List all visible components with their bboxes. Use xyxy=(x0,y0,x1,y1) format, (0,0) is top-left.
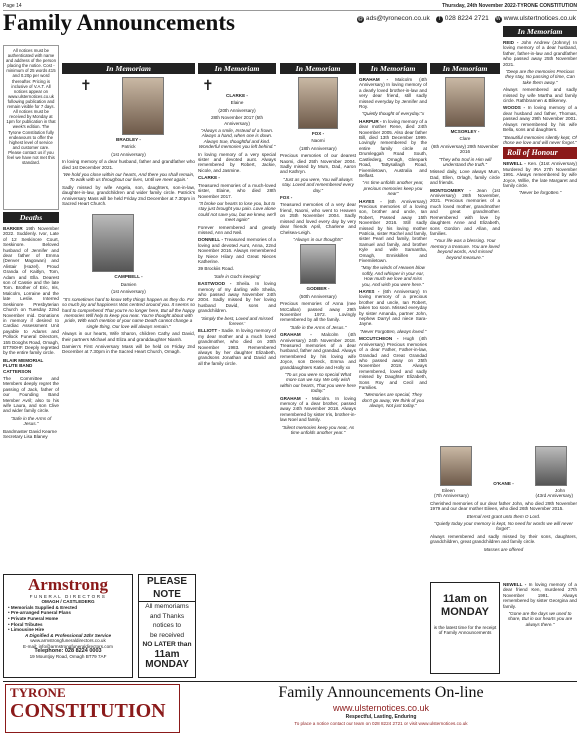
notice-text: 'Safe in God's keeping' xyxy=(213,273,261,279)
notice-text: HAYES - (6th Anniversary) In loving memory of a precious brother and uncle, Ian Robert, taken too soon. Missed everyday by sister Amanda, partner John, nephew Darryl and niece Sara-Jayne. xyxy=(359,289,427,327)
column-mcsorley: In Memoriam MCSORLEY - Clare (6th Anniversary) 29th November 2016 "They who trod in Him will understand the truth." Missed daily, Love always Mum, Dad, Ellen, Orlagh, family circle and friends. MONTGOMERY - Jean (1st Anniversary) 26th November, 2021. Precious memories of a much loved mother, grandmother and great grandmother. Remembered with love by daughters Anne and Elizabeth, sons Gordon and Allan, and families. "Your life was a blessing. Your memory a treasure. You are loved beyond words, And missed beyond measure." xyxy=(430,64,500,260)
email-icon: @ xyxy=(357,16,363,22)
newell-block xyxy=(503,582,577,678)
notice-text: Precious memories of Anna (nee McCallan) passed away 29th November 1972. Lovingly remembered by all the family. xyxy=(280,301,356,323)
notice-blair-title: BLAIR MEMORIAL FLUTE BAND CATTERSON xyxy=(3,357,44,374)
notice-text: MCCUTCHEON - Hugh (4th Anniversary) Precious memories of a dear Father, Father-in-law, Grandad and Great Grandad who passed away on 25th November 2018. Always remembered, loved and sadly missed by Daughter Elizabeth, Sons Roy and Cecil and Families. xyxy=(359,336,427,390)
notice-text: "Quietly today your memory is kept, No need for words we will never forget". xyxy=(434,521,573,532)
roll-of-honour-banner: Roll of Honour xyxy=(503,147,577,159)
notice-text: "Gone are the days we used to share, But in our hearts you are always there." xyxy=(507,611,573,627)
deaths-column xyxy=(3,212,59,502)
notice-text: "May the winds of Heaven blow softly, And whisper in your ear, How much we love and miss you, And wish you were here." xyxy=(361,265,425,287)
photo-mcsorley xyxy=(445,77,485,127)
phone-contact[interactable]: T 028 8224 2721 xyxy=(437,15,489,22)
notice-blair-text: The Committee and Members deeply regret the passing of Jack, father of our Founding Band Member Avril; also to his wife Laura, and son Clive and wider family circle. xyxy=(3,375,59,414)
notice-text: CLARKE - xyxy=(226,93,248,98)
photo-fox xyxy=(298,77,338,129)
submission-notice: All notices must be authenticated with name and address of the person placing the notice. Cost - minimum of 25 words £15 and 0.20p per word thereafter. Pricing is inclusive of V.A.T. All notices appear on www.ulsternotices.co.uk following publication and remain visible for 7 days. All notices must be received by Monday at 1pm for publication in that week's edition. The Tyrone Constitution fully endeavours to offer the highest level of service and customer care. Please contact us if you feel we have not met this standard. xyxy=(3,45,59,210)
notice-text: Cherished memories of our dear father John, who died 29th November 1979 and our dear mother Eileen, who died 26th November 2015. xyxy=(430,500,577,512)
notice-text: ELLIOTT - Sadie. In loving memory of my dear mother and a much loved grandmother, who died on 20th November 1983. Remembered always by her daughter Elizabeth, grandsons Jonathan and David and all the family circle. xyxy=(198,328,276,366)
web-contact[interactable]: W www.ulstertnotices.co.uk xyxy=(495,15,576,22)
please-note-advert: PLEASE NOTE All memoriams and Thanks notices to be received NO LATER than 11am MONDAY xyxy=(138,574,196,678)
notice-text: "Always a smile, Instead of a frown. Always a hand, when one is down. Always true, thoughtful and kind. Wonderful memories you left behind." xyxy=(198,128,276,150)
notice-text: MCSORLEY - xyxy=(450,129,480,134)
page-number: Page 14 xyxy=(3,3,22,9)
notice-text: Masses are offered xyxy=(483,546,524,552)
notice-text: NEWELL - Ken. (31st Anniversary) Murdered by IRA 27th November 1991. Always remembered by wife Joyce, Willie, the late Margaret and family circle. xyxy=(503,161,577,188)
notice-text: HARPUR - In loving memory of a dear mother Rene, died 24th November 2005. Also dear father Bill, died 13th December 1999. Lovingly remembered by the entire family circle at Drumleggah Road South, Castlederg, Omagh, Glenpark Road, Tattysallagh Road, Fivemiletown, Australia and Belfast. xyxy=(359,118,427,178)
notice-text: Treasured memories of a very dear friend, Naomi, who went to Heaven on 25th November 2004. Sadly missed and loved every day by very dear friends April, Charlene and Chelsea-Leigh. xyxy=(280,202,356,235)
notice-text: HAYES - (6th Anniversary) Precious memories of a loving son, brother and uncle, Ian Robert, Passed away 15th November 2016. Still sadly missed by his loving mother Patricia, sister Rachel and family, sister Pearl and family, brother Samuel and family, and brother Kyle and wife Samantha, Omagh, Enniskillen and Fivemiletown. xyxy=(359,198,427,263)
notice-text: FOX - xyxy=(280,195,293,201)
notice-text: (1st Anniversary) xyxy=(111,151,146,157)
notice-text: Precious memories of our dearest Naomi, died 25th November 2004. Sadly missed by Mum, Dad, Aaron and Kathryn. xyxy=(280,153,356,175)
bradley-head xyxy=(62,77,195,137)
notice-text: "It broke our hearts to lose you, but to stay just brought you pain. Love alone could not save you, but we knew, we'll meet again" xyxy=(198,200,276,223)
notice-text: FOX - xyxy=(311,131,325,136)
in-memoriam-banner: In Memoriam xyxy=(62,63,195,74)
notice-text: GRAHAM - Malcolm (4th Anniversary) 24th November 2018. Treasured memories of a dear husband, father and grandad. Always remembered by his loving wife Joyce, son Dereck, Emma and granddaughters Katie and Holly xx xyxy=(280,332,356,370)
notice-text: In loving memory of a very special sister and devoted aunt. Always remembered by Robert, Jackie, Nicole, and Jasmine. xyxy=(198,151,276,173)
notice-text: "Just as you were, You will always stay. Loved and remembered every day." xyxy=(282,176,354,193)
notice-text: GODBER - xyxy=(306,286,330,292)
notice-text: CLARKE - xyxy=(198,175,220,181)
notice-barker: BARKER 19th November 2022. Suddenly. Ivor, Late of 12 Seskinore Court, Seskinore. Beloved husband of Jennifer and dear father of Emma (Denver Magowan) and Alistair (Hazel). Proud Granda of Kaitlyn, Tom, Adam and Ella. Dearest son of Cassie and the late Tom. Brother of Eric, Iris, Malcolm, Lorraine and the late Leslie. Interred Seskinore Presbyterian Church on Tuesday 22nd November mid. Donations in memory if desired to Cardiac Assessment Unit payable to Adams and Pollock Funeral Directors, 155 Dooghs Road, Omagh, BT790HF. Deeply regretted by the entire family circle. xyxy=(3,226,59,356)
notice-text: "It's sometimes hard to know Why things happen as they do. For so much joy and happiness Was centred around you. It seems so hard to comprehend That you're no longer here, But all the happy memories Will help to keep you near. You're thought about with pride, With each mention of your name Death cannot change a single thing, Our love will always remain." xyxy=(62,296,195,329)
notice-text: "Never be forgotten." xyxy=(518,190,562,196)
column-fox-godber: In Memoriam FOX - Naomi (18th Anniversary) Precious memories of our dearest Naomi, died 25th November 2004. Sadly missed by Mum, Dad, Aaron and Kathryn. "Just as you were, You will always stay. Loved and remembered every day." FOX - Treasured memories of a very dear friend, Naomi, who went to Heaven on 25th November 2004. Sadly missed and loved every day by very dear friends April, Charlene and Chelsea-Leigh. "Always in our thoughts" GODBER - (50th Anniversary) Precious memories of Anna (nee McCallan) passed away 29th November 1972. Lovingly remembered by all the family. "Safe in the Arms of Jesus." GRAHAM - Malcolm (4th Anniversary) 24th November 2018. Treasured memories of a dear husband, father and grandad. Always remembered by his loving wife Joyce, son Dereck, Emma and granddaughters Katie and Holly xx "To us you were so special What more can we say. We only wish within our hearts, That you were here today." GRAHAM - Malcolm. In loving memory of a dear brother, passed away 24th November 2018. Always remembered by sister Iris, brother-in-law Noel and family. "Silent memories keep you near, As time unfolds another year." xyxy=(280,64,356,436)
notice-text: (18th Anniversary) xyxy=(299,145,337,151)
notice-text: 28th November 2017 (5th Anniversary) xyxy=(210,115,264,126)
online-title: Family Announcements On-line xyxy=(278,684,484,701)
phone-icon: T xyxy=(437,16,441,22)
photo-okane-john xyxy=(535,446,567,486)
notice-blair-quote: "Safe in the Arms of Jesus." xyxy=(10,415,52,427)
notice-text: Damien's First Anniversary Mass will be held on Friday 2nd December at 7.30pm in the Sacred Heart Church, Omagh. xyxy=(62,343,195,355)
issue-date: Thursday, 24th November 2022-TYRONE CONSTITUTION xyxy=(442,3,577,9)
notice-text: "Your life was a blessing. Your memory a treasure. You are loved beyond words, And missed beyond measure." xyxy=(430,238,500,260)
deaths-banner: Deaths xyxy=(3,212,59,223)
notice-text: (6th Anniversary) 29th November 2016 xyxy=(431,143,499,155)
notice-text: "They who trod in Him will understand the truth." xyxy=(438,156,492,168)
notice-text: REID - John Andrew (Johnny) In loving memory of a dear husband, father, father-in-law and grandfather who passed away 25th November 2021. xyxy=(503,40,577,67)
notice-text: 39 Brockiis Road. xyxy=(198,266,235,272)
notice-text: Damien xyxy=(120,281,137,287)
column-graham-hayes: In Memoriam GRAHAM - Malcolm (4th Anniversary) In loving memory of a dearly loved brother-in-law and very dear friend, still sadly missed everyday by Jennifer and Roy. "Quietly thought of everyday."x HARPUR - In loving memory of a dear mother Rene, died 24th November 2005. Also dear father Bill, died 13th December 1999. Lovingly remembered by the entire family circle at Drumleggah Road South, Castlederg, Omagh, Glenpark Road, Tattysallagh Road, Fivemiletown, Australia and Belfast. "As time unfolds another year, precious memories keep you near" HAYES - (6th Anniversary) Precious memories of a loving son, brother and uncle, Ian Robert, Passed away 15th November 2016. Still sadly missed by his loving mother Patricia, sister Rachel and family, sister Pearl and family, brother Samuel and family, and brother Kyle and wife Samantha, Omagh, Enniskillen and Fivemiletown. "May the winds of Heaven blow softly, And whisper in your ear, How much we love and miss you, And wish you were here." HAYES - (6th Anniversary) In loving memory of a precious brother and uncle, Ian Robert, taken too soon. Missed everyday by sister Amanda, partner John, nephew Darryl and niece Sara-Jayne. "Never Forgotten, always loved." MCCUTCHEON - Hugh (4th Anniversary) Precious memories of a dear Father, Father-in-law, Grandad and Great Grandad who passed away on 25th November 2018. Always remembered, loved and sadly missed by Daughter Elizabeth, Sons Roy and Cecil and Families. "Memories are special, They don't go away, We think of you always, Not just today." xyxy=(359,64,427,409)
column-reid-woods: In Memoriam REID - John Andrew (Johnny) In loving memory of a dear husband, father, father-in-law and grandfather who passed away 25th November 2021. "Deep are the memories Precious they stay, No passing of time, Can take them away." Always remembered and sadly missed by wife Martha and family circle. Rathbrannen & Blikeney. WOODS - In loving memory of a dear husband and father, Thomas, passed away 29th November 2001. Always remembered by his wife Bella, sons and daughters. "Beautiful memories silently kept, Of those we love and will never forget." Roll of Honour NEWELL - Ken. (31st Anniversary) Murdered by IRA 27th November 1991. Always remembered by wife Joyce, Willie, the late Margaret and family circle. "Never be forgotten." xyxy=(503,27,577,196)
notice-text: NEWELL - In loving memory of a dear friend Ken, murdered 27th November 1991. Always remembered by sister Georgina and family. xyxy=(503,582,577,609)
email-contact[interactable]: @ ads@tyronecon.co.uk xyxy=(357,15,430,22)
notice-blair-sign: Bandmaster David Kearne Secretary Lisa Blaney xyxy=(3,428,57,440)
notice-text: GRAHAM - Malcolm. In loving memory of a dear brother, passed away 24th November 2018. Always remembered by sister Iris, brother-in-law Noel and family. xyxy=(280,395,356,423)
notice-text: MONTGOMERY - Jean (1st Anniversary) 26th November, 2021. Precious memories of a much loved mother, grandmother and great grandmother. Remembered with love by daughters Anne and Elizabeth, sons Gordon and Allan, and families. xyxy=(430,187,500,236)
cross-icon: ✝ xyxy=(80,77,92,93)
notice-text: 'Simply the best, Loved and missed forever.' xyxy=(200,315,274,327)
notice-text: "Beautiful memories silently kept, Of those we love and will never forget." xyxy=(503,134,577,145)
notice-text: DONNELL - Treasured memories of a loving and devoted Aunt, Anna, 22nd November 2016. Always remembered by Niece Hilary and Great Nieces Katherine. xyxy=(198,237,276,264)
notice-text: EASTWOOD - Sheila. In loving memory of my darling wife Sheila, who passed away November 24th 2004. Sadly missed by her loving husband David, sons and grandchildren. xyxy=(198,281,276,314)
notice-text: (1st Anniversary) xyxy=(111,289,146,295)
notice-text: Sadly missed by wife Angela, son, daughters, son-in-law, daughter-in-law, grandchildren and wider family circle. Patrick's Anniversary Mass will be held Friday 2nd December at 7.30pm in Sacred Heart Church. xyxy=(62,184,195,207)
notice-text: Treasured memories of a much-loved sister, Elaine, who died 28th November 2017. xyxy=(198,182,276,199)
photo-okane-eileen xyxy=(440,446,472,486)
notice-text: Patrick xyxy=(121,144,136,150)
tyrone-constitution-logo[interactable]: TYRONE CONSTITUTION xyxy=(5,684,180,733)
photo-godber xyxy=(300,244,336,284)
monday-deadline-advert: 11am on MONDAY is the latest time for the receipt of Family Announcements xyxy=(430,582,500,674)
notice-text: Missed daily, Love always Mum, Dad, Ellen, Orlagh, family circle and friends. xyxy=(430,169,500,186)
bradley-name: BRADLEY - xyxy=(116,137,141,142)
notice-text: Eternal rest grant unto them O Lord. xyxy=(466,513,541,519)
cross-icon: ✝ xyxy=(202,77,214,93)
okane-block: O'KANE - Eileen John (7th Anniversary) (43rd Anniversary) Cherished memories of our dear father John, who died 29th November 1979 and our dear mother Eileen, who died 26th November 2015. Eternal rest grant unto them O Lord. "Quietly today your memory is kept, No need for words we will never forget". Always remembered and sadly missed by their sons, daughters, grandchildren, great grandchildren and family circle. Masses are offered xyxy=(430,446,577,578)
notice-text: "As time unfolds another year, precious memories keep you near" xyxy=(362,180,424,197)
notice-text: "To us you were so special What more can we say. We only wish within our hearts, That you were here today." xyxy=(280,372,356,394)
notice-text: Clare xyxy=(459,136,471,142)
armstrong-advert[interactable]: Armstrong FUNERAL DIRECTORS OMAGH / CASTLEDERG • Memorials Supplied & Erected • Pre-arranged Funeral Plans • Private Funeral Home • Floral Tributes • Limousine Hire A Dignified & Professional 24hr Service www.armstrongfuneraldirectors.co.uk E-mail: info@armstrongfuneraldirectors.com Telephone: 028 8224 0003 19 Mountjoy Road, Omagh BT79 7AF xyxy=(3,574,133,678)
notice-text: Forever remembered and greatly missed, Ann and Neil. xyxy=(198,224,276,235)
page-title: Family Announcements xyxy=(3,10,235,35)
notice-text: Always remembered and sadly missed by their sons, daughters, grandchildren, great grandchildren and family circle. xyxy=(430,533,577,545)
footer-advert: TYRONE CONSTITUTION Family Announcements On-line www.ulsternotices.co.uk Respectful, Lasting, Enduring To place a notice contact our team on 028 8224 2721 or visit www.ulsternotices.co.uk xyxy=(3,681,577,734)
notice-text: In loving memory of a dear husband, father and grandfather who died 1st December 2021. xyxy=(62,159,195,170)
photo-campbell xyxy=(92,214,134,272)
column-bradley-campbell xyxy=(62,63,195,573)
notice-text: Naomi xyxy=(311,138,325,144)
notice-text: Elaine xyxy=(230,100,244,106)
notice-text: "Safe in the Arms of Jesus." xyxy=(289,324,347,330)
globe-icon: W xyxy=(495,16,501,22)
notice-text: (20th Anniversary) xyxy=(218,107,256,113)
online-url[interactable]: www.ulsternotices.co.uk xyxy=(332,703,430,713)
notice-text: "Deep are the memories Precious they stay, No passing of time, Can take them away." xyxy=(505,69,575,85)
notice-text: "Quietly thought of everyday."x xyxy=(361,111,425,117)
column-clarke: In Memoriam ✝ CLARKE - Elaine (20th Anniversary) 28th November 2017 (5th Anniversary) "Always a smile, Instead of a frown. Always a hand, when one is down. Always true, thoughtful and kind. Wonderful memories you left behind." In loving memory of a very special sister and devoted aunt. Always remembered by Robert, Jackie, Nicole, and Jasmine. CLARKE - Treasured memories of a much-loved sister, Elaine, who died 28th November 2017. "It broke our hearts to lose you, but to stay just brought you pain. Love alone could not save you, but we knew, we'll meet again" Forever remembered and greatly missed, Ann and Neil. DONNELL - Treasured memories of a loving and devoted Aunt, Anna, 22nd November 2016. Always remembered by Niece Hilary and Great Nieces Katherine. 39 Brockiis Road. 'Safe in God's keeping' EASTWOOD - Sheila. In loving memory of my darling wife Sheila, who passed away November 24th 2004. Sadly missed by her loving husband David, sons and grandchildren. 'Simply the best, Loved and missed forever.' ELLIOTT - Sadie. In loving memory of my dear mother and a much loved grandmother, who died on 20th November 1983. Remembered always by her daughter Elizabeth, grandsons Jonathan and David and all the family circle. xyxy=(198,64,276,366)
notice-text: "Memories are special, They don't go away, We think of you always, Not just today." xyxy=(362,392,424,409)
notice-text: "Never Forgotten, always loved." xyxy=(359,328,427,334)
notice-text: (50th Anniversary) xyxy=(299,293,337,299)
notice-text: 'We hold you close within our hearts, And there you shall remain, To walk with us throughout our lives, Until we meet again.' xyxy=(62,172,195,183)
campbell-name: CAMPBELL - xyxy=(114,274,143,280)
notice-text: GRAHAM - Malcolm (4th Anniversary) In loving memory of a dearly loved brother-in-law and very dear friend, still sadly missed everyday by Jennifer and Roy. xyxy=(359,77,427,110)
notice-text: Always remembered and sadly missed by wife Martha and family circle. Rathbrannen & Blikeney. xyxy=(503,87,577,104)
notice-text: WOODS - In loving memory of a dear husband and father, Thomas, passed away 29th November 2001. Always remembered by his wife Bella, sons and daughters. xyxy=(503,105,577,133)
photo-bradley xyxy=(122,77,164,135)
notice-text: "Always in our thoughts" xyxy=(293,236,343,242)
notice-text: "Silent memories keep you near, As time unfolds another year." xyxy=(281,424,355,436)
contact-bar xyxy=(357,16,576,23)
notice-text: Always in our hearts, Wife Sharon, children Cathy and David, their partners Michael and Eliza and granddaughter Niamh. xyxy=(62,331,195,342)
